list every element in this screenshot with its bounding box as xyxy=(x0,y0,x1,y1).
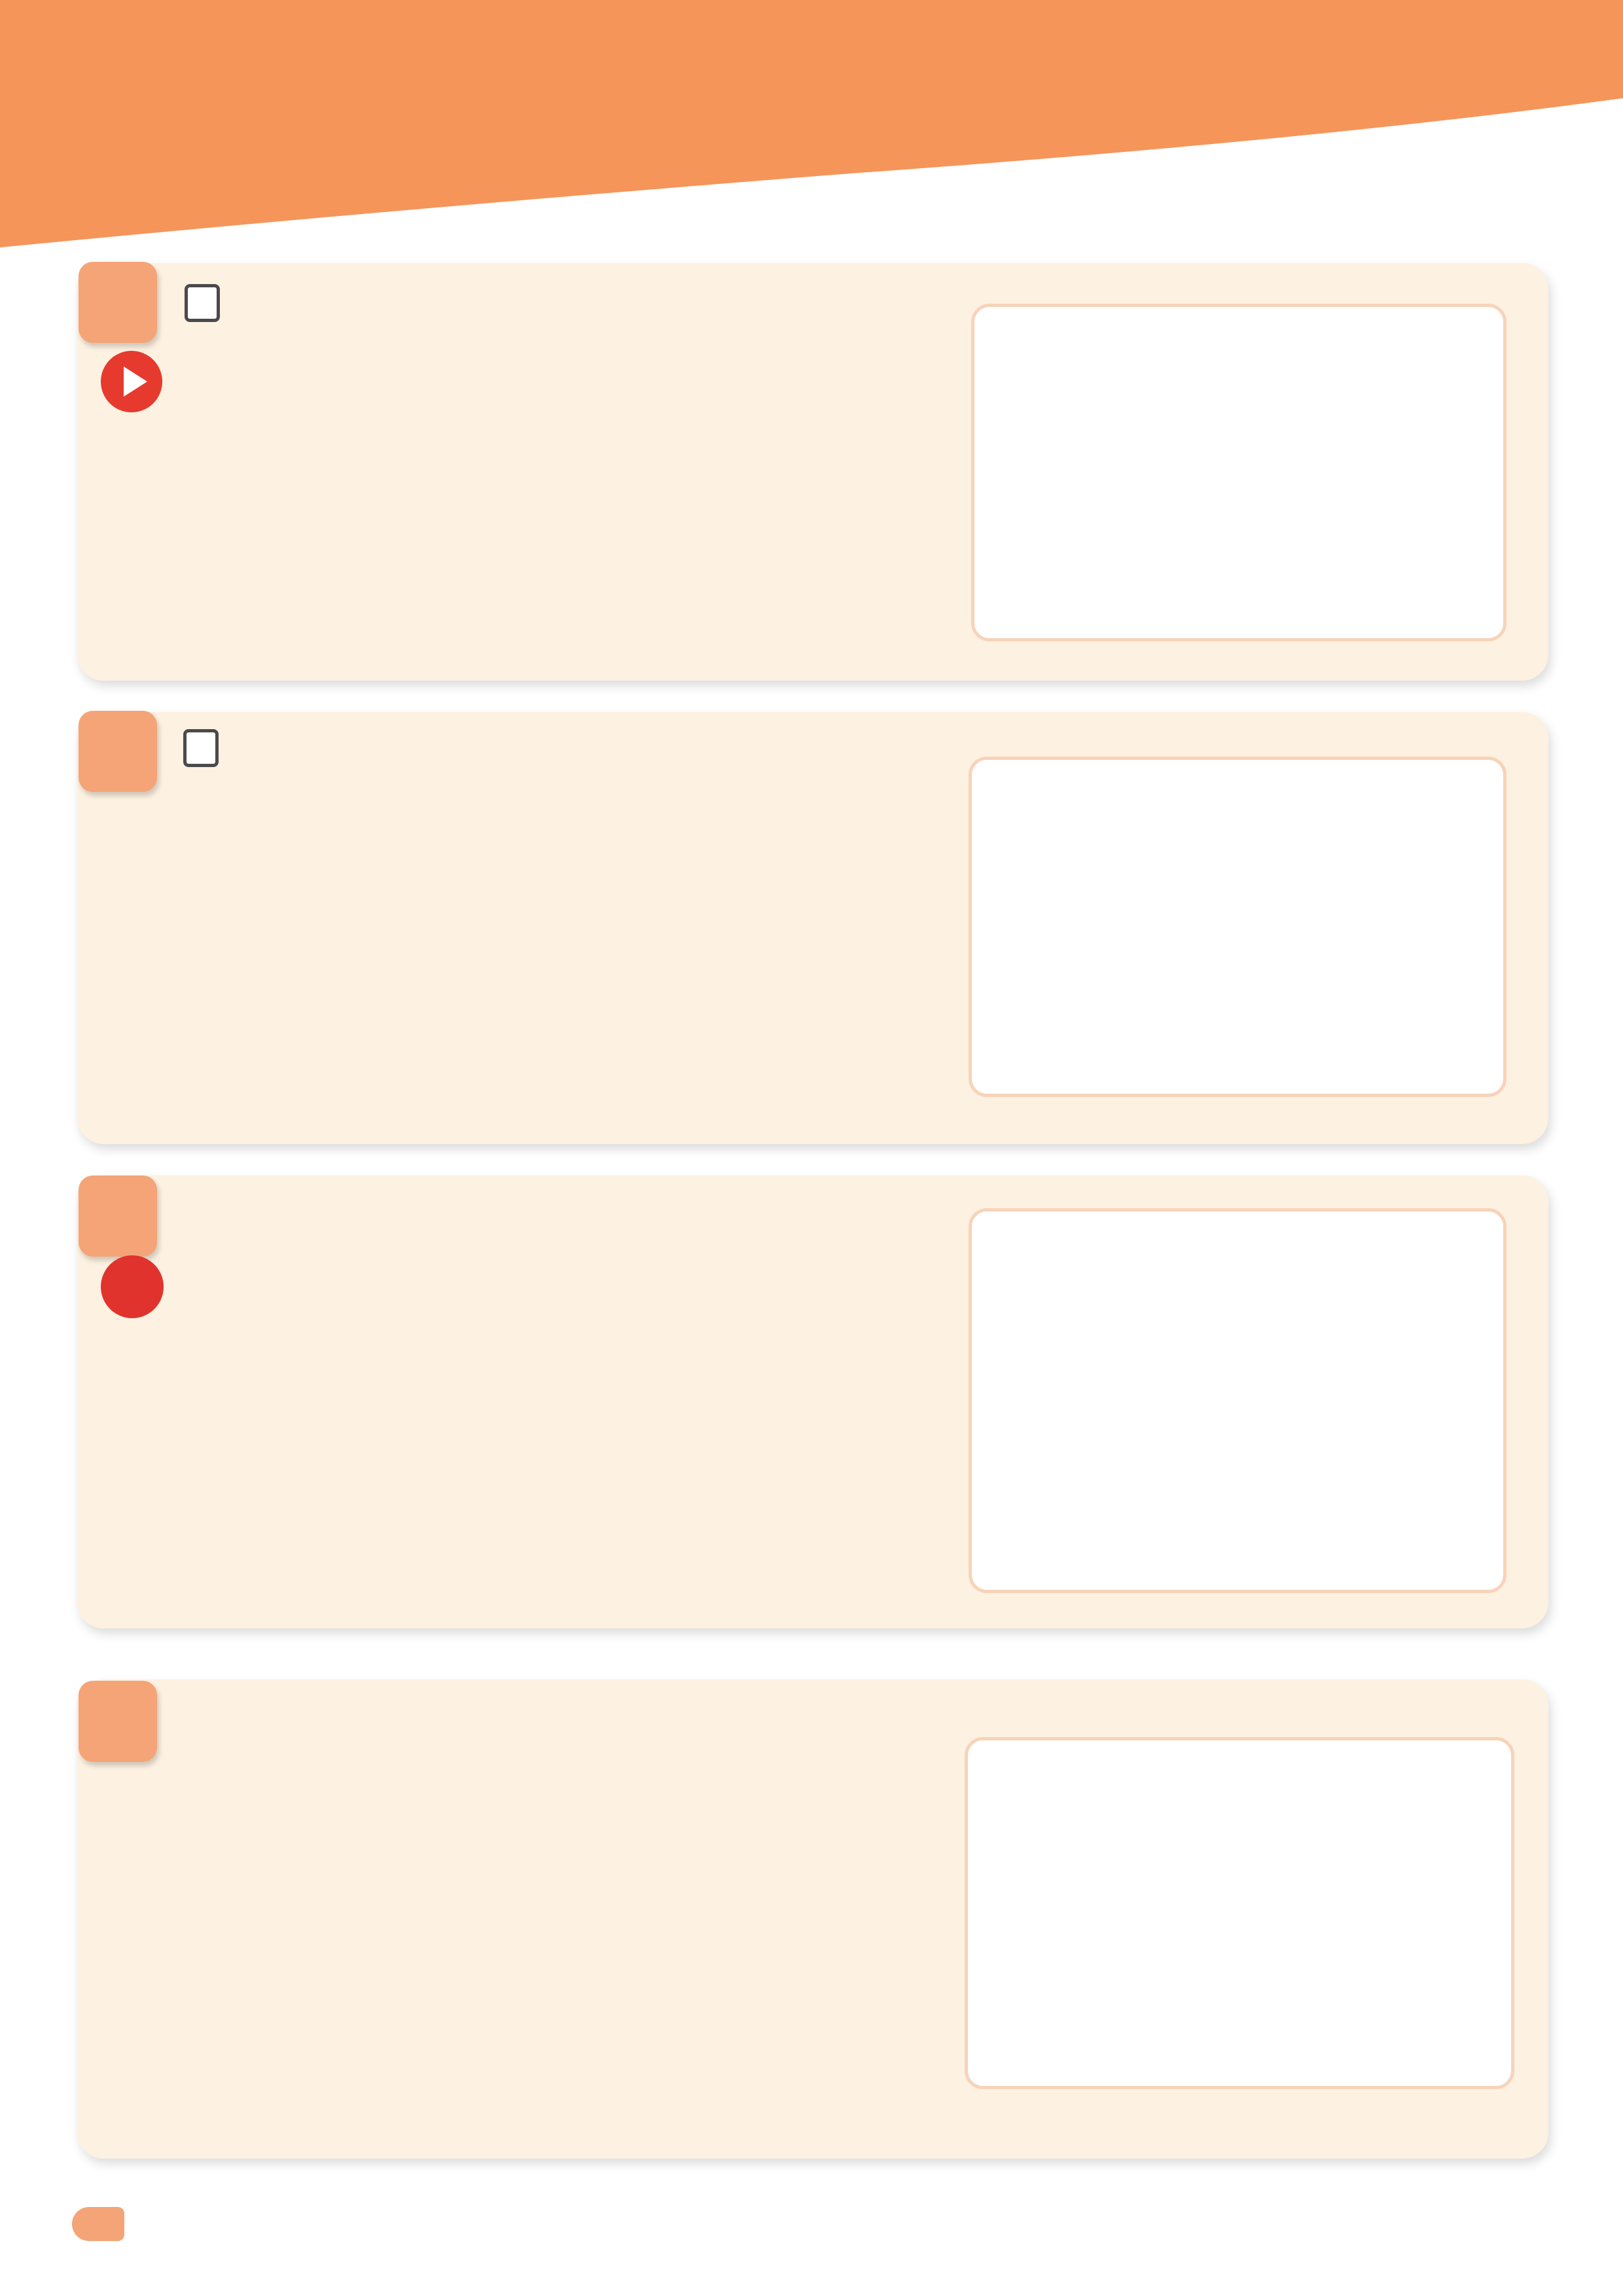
revision-icon xyxy=(185,284,220,322)
play-video-icon[interactable] xyxy=(101,351,162,412)
page-number-badge xyxy=(72,2207,124,2241)
section-2-number xyxy=(79,711,157,792)
exercise-d-box xyxy=(965,1737,1514,2089)
header-banner xyxy=(0,0,1623,262)
section-4-number xyxy=(79,1681,157,1762)
exercise-c-box xyxy=(969,1208,1507,1593)
section-1-number xyxy=(79,262,157,343)
exercise-a-box xyxy=(971,304,1507,641)
civilisation-icon xyxy=(101,1255,164,1318)
revision-icon xyxy=(183,729,219,767)
exercise-b-box xyxy=(969,757,1507,1097)
section-3-number xyxy=(79,1175,157,1257)
